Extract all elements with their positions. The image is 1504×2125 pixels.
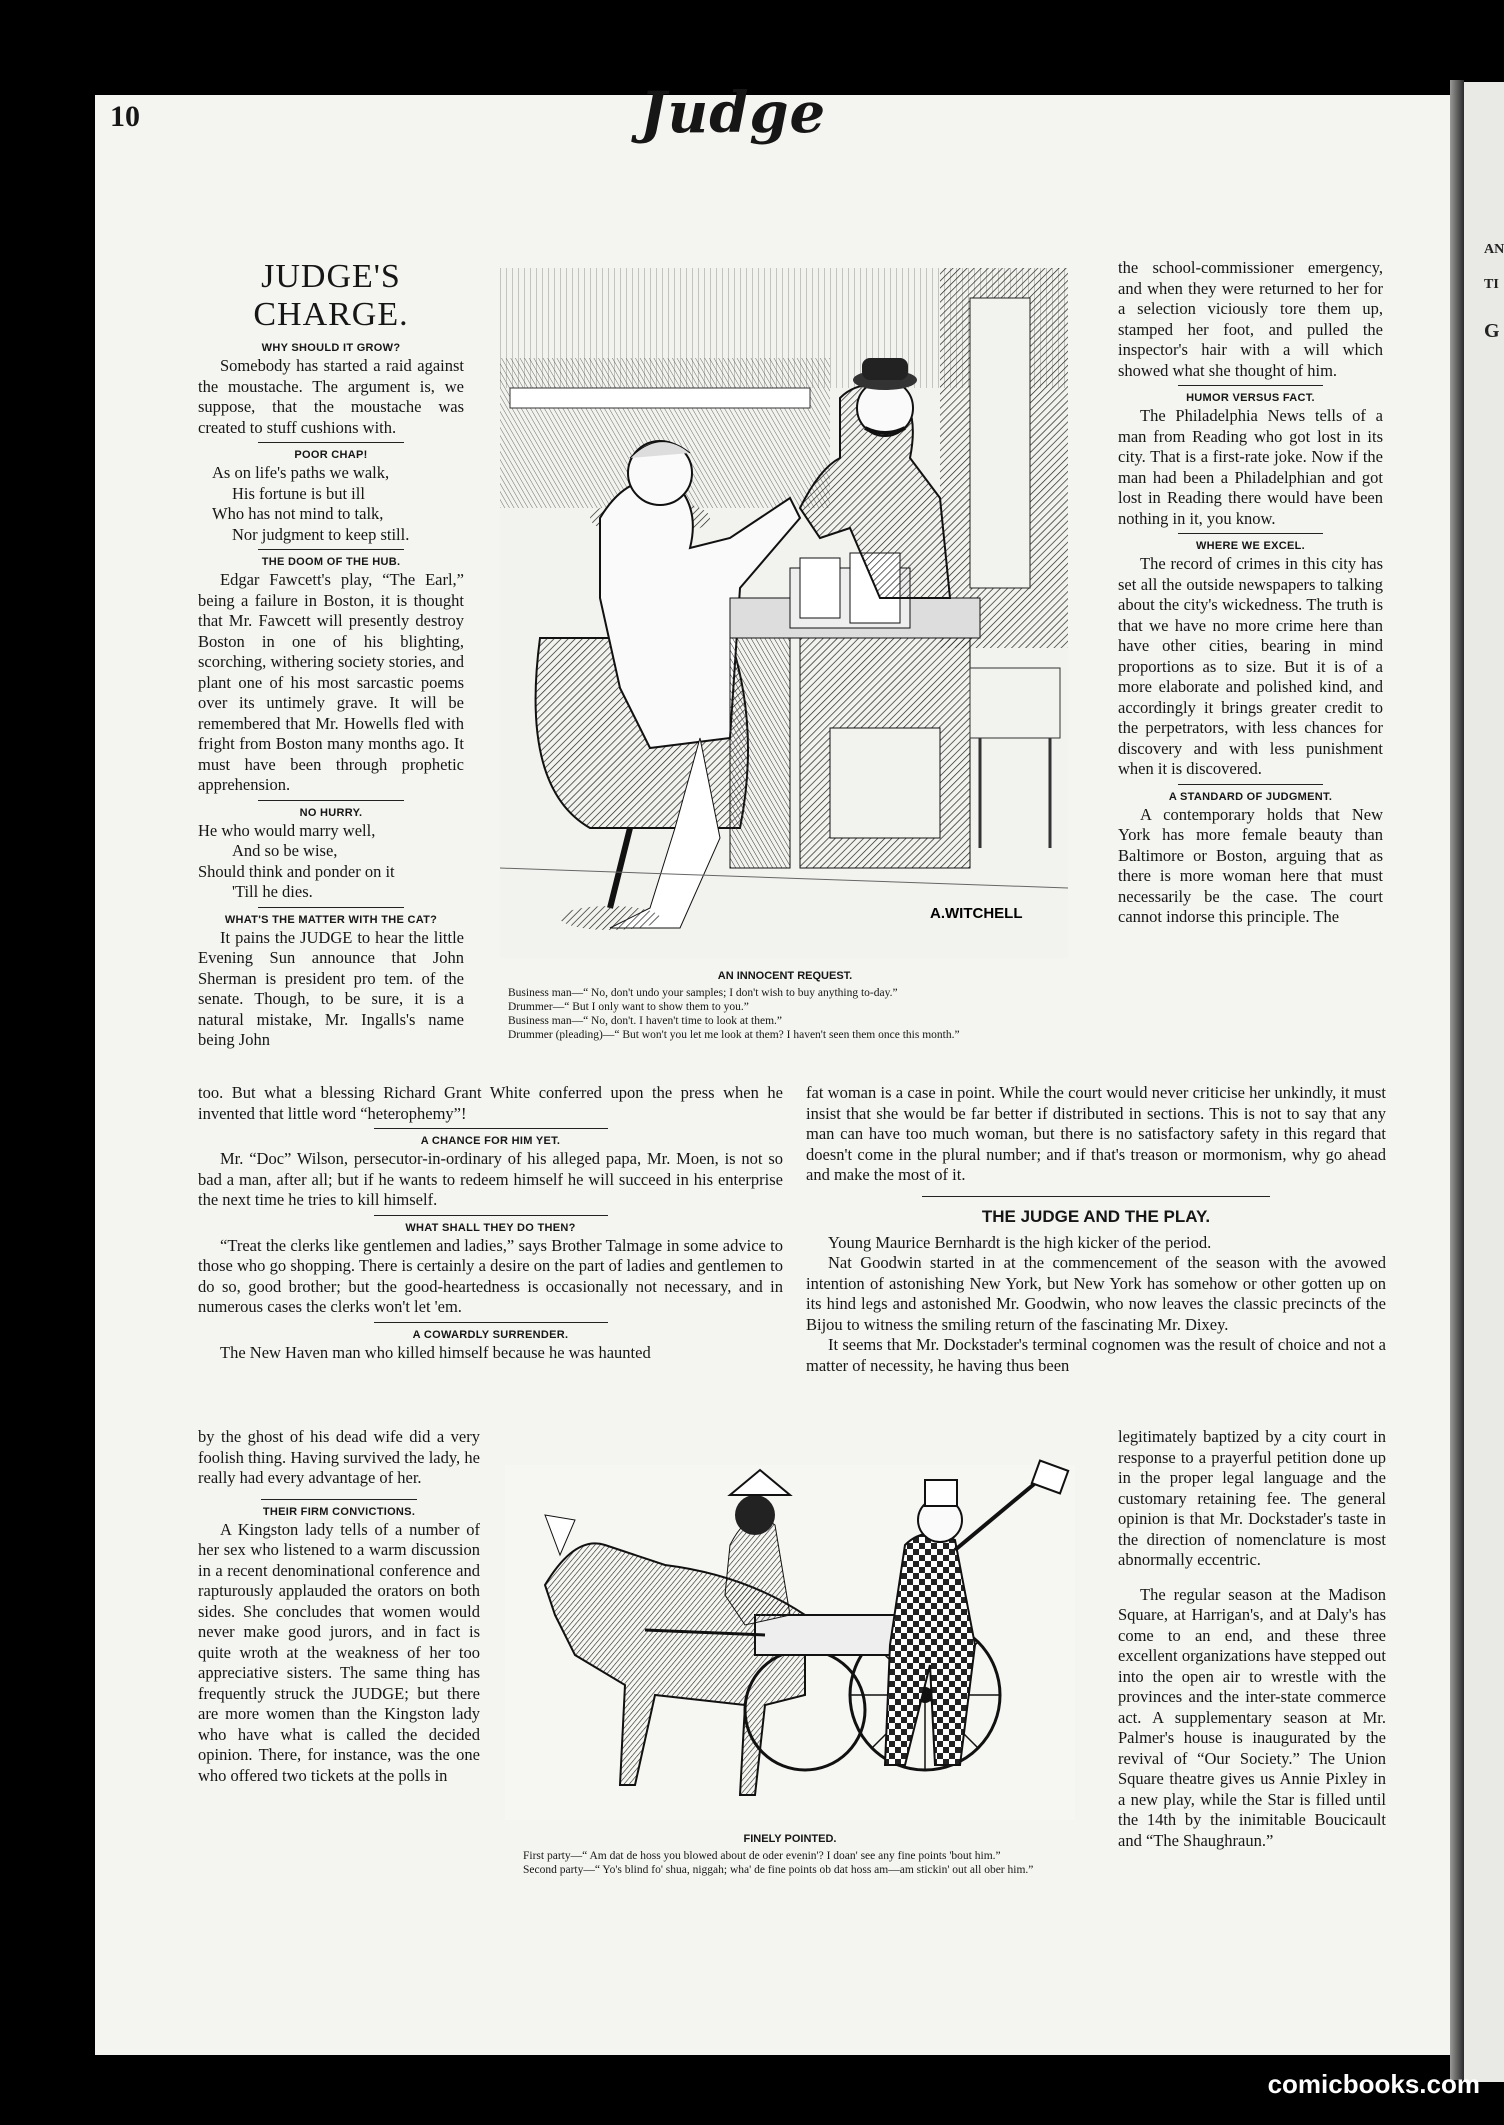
caption-line: Drummer (pleading)—“ But won't you let me look at them? I haven't seen them once this month.”: [508, 1029, 960, 1041]
article-heading: WHAT'S THE MATTER WITH THE CAT?: [224, 913, 438, 926]
poem: [198, 463, 464, 545]
article-text: by the ghost of his dead wife did a very foolish thing. Having survived the lady, he really had every advantage of her.: [198, 1427, 480, 1487]
watermark: comicbooks.com: [1267, 2069, 1480, 2099]
caption-title: AN INNOCENT REQUEST.: [717, 970, 853, 982]
article-text: A contemporary holds that New York has more female beauty than Baltimore or Boston, arguing that as there is more woman here that must necessarily be the case. The court cannot indorse this principle. The: [1118, 804, 1383, 926]
left-column: [198, 258, 464, 1051]
article-heading: THE JUDGE AND THE PLAY.: [981, 1206, 1211, 1226]
masthead-logo: Judge: [640, 80, 827, 146]
adjacent-page-edge: [1464, 82, 1504, 2082]
article-heading: THEIR FIRM CONVICTIONS.: [262, 1505, 416, 1518]
poem-line: His fortune is but ill: [232, 483, 365, 503]
article-heading: WHAT SHALL THEY DO THEN?: [405, 1221, 576, 1234]
poem-line: Who has not mind to talk,: [212, 504, 384, 523]
bottom-left-column: [198, 1427, 480, 1786]
article-heading: A COWARDLY SURRENDER.: [412, 1328, 569, 1341]
illustration-innocent-request: [500, 268, 1068, 958]
article-text: The New Haven man who killed himself because he was haunted: [220, 1342, 651, 1362]
caption-line: Business man—“ No, don't. I haven't time to look at them.”: [508, 1015, 783, 1027]
section-title: JUDGE'S CHARGE.: [253, 258, 409, 333]
article-heading: WHY SHOULD IT GROW?: [261, 342, 401, 354]
poem-line: He who would marry well,: [198, 820, 376, 840]
article-heading: HUMOR VERSUS FACT.: [1186, 392, 1315, 404]
article-heading: THE DOOM OF THE HUB.: [261, 556, 401, 568]
article-text: It pains the JUDGE to hear the little Evening Sun announce that John Sherman is president pro tem. of the senate. Though, to be sure, it is a natural mistake, Mr. Ingalls's name being John: [198, 927, 464, 1049]
article-heading: NO HURRY.: [299, 806, 363, 819]
article-heading: A CHANCE FOR HIM YET.: [420, 1135, 561, 1147]
bottom-right-column: [1118, 1427, 1386, 1851]
adjacent-page-fragment: TI: [1484, 277, 1499, 292]
article-text: too. But what a blessing Richard Grant White conferred upon the press when he invented that little word “heterophemy”!: [198, 1083, 783, 1123]
poem-line: And so be wise,: [232, 841, 338, 860]
article-text: A Kingston lady tells of a number of her sex who listened to a warm discussion in a recent denominational conference and rapturously applauded the orators on both sides. She concludes that women would never make good jurors, and in fact is quite wroth at the weakness of her too appreciative sisters. The same thing has frequently struck the JUDGE; but there are more women than the Kingston lady who have what is called the decided opinion. There, for instance, was the one who offered two tickets at the polls in: [198, 1519, 480, 1785]
poem-line: Nor judgment to keep still.: [232, 524, 410, 544]
poem-line: 'Till he dies.: [232, 882, 313, 901]
article-text: Nat Goodwin started in at the commencement of the season with the avowed intention of astonishing New York, but New York has somehow or other gotten up on its hind legs and astonished Mr. Goodwin, who now leaves the classic precincts of the Bijou to witness the smiling return of the fascinating Mr. Dixey.: [806, 1253, 1386, 1334]
horse-cart-illustration: [505, 1465, 1075, 1820]
illustration-finely-pointed: [505, 1465, 1075, 1820]
article-heading: A STANDARD OF JUDGMENT.: [1168, 790, 1333, 803]
caption-line: First party—“ Am dat de hoss you blowed about de oder evenin'? I doan' see any fine points 'bout him.”: [523, 1850, 1001, 1862]
wide-right-block: [806, 1083, 1386, 1376]
page-number: 10: [110, 100, 140, 133]
article-text: The regular season at the Madison Square, at Harrigan's, and at Daly's has come to an end, and these three excellent organizations have stepped out into the open air to wrestle with the provinces and the inter-state commerce act. A supplementary season at Mr. Palmer's house is inaugurated by the revival of “Our Society.” The Union Square theatre gives us Annie Pixley in a new play, while the Star is filled until the 14th by the inimitable Boucicault and “The Shaughraun.”: [1118, 1584, 1386, 1850]
article-text: The Philadelphia News tells of a man from Reading who got lost in its city. That is a first-rate joke. Now if the man had been a Philadelphian and got lost in Reading there would have been nothing in it, you know.: [1118, 406, 1383, 528]
article-text: It seems that Mr. Dockstader's terminal cognomen was the result of choice and not a matter of necessity, he having thus been: [806, 1335, 1386, 1375]
poem-line: Should think and ponder on it: [198, 861, 395, 881]
article-text: Edgar Fawcett's play, “The Earl,” being a failure in Boston, it is thought that Mr. Fawcett will presently destroy Boston in one of his blighting, scorching, withering society stories, and plant one of his most sarcastic poems over its untimely grave. It will be remembered that Mr. Howells fled with fright from Boston many months ago. It must have been through prophetic apprehension.: [198, 570, 464, 794]
article-text: Young Maurice Bernhardt is the high kicker of the period.: [828, 1232, 1212, 1252]
right-column: [1118, 258, 1383, 928]
article-heading: WHERE WE EXCEL.: [1195, 540, 1305, 552]
binding-gutter: [1450, 80, 1464, 2080]
article-heading: POOR CHAP!: [294, 449, 368, 461]
article-text: the school-commissioner emergency, and when they were returned to her for a selection viciously tore them up, stamped her foot, and pulled the inspector's hair with a will which showed what she thought of him.: [1118, 258, 1383, 380]
caption-line: Second party—“ Yo's blind fo' shua, niggah; wha' de fine points ob dat hoss am—am stickin' out all ober him.”: [523, 1864, 1034, 1876]
article-text: Somebody has started a raid against the moustache. The argument is, we suppose, that the moustache was created to stuff cushions with.: [198, 356, 464, 437]
caption-finely-pointed: [505, 1825, 1075, 1877]
article-text: “Treat the clerks like gentlemen and ladies,” says Brother Talmage in some advice to those who go shopping. There is certainly a desire on the part of ladies and gentlemen to do so, good brother; but the good-heartedness is occasionally not necessary, and in numerous cases the clerks won't let 'em.: [198, 1235, 783, 1316]
caption-line: Drummer—“ But I only want to show them to you.”: [508, 1001, 749, 1013]
article-text: fat woman is a case in point. While the court would never criticise her unkindly, it must insist that she would be far better if distributed in sections. This is not to say that any man can have too much woman, but there is no satisfactory safety in this regard that doesn't come in the plural number; and if that's treason or mormonism, why go ahead and make the most of it.: [806, 1083, 1386, 1184]
article-text: Mr. “Doc” Wilson, persecutor-in-ordinary of his alleged papa, Mr. Moen, is not so bad a man, after all; but if he wants to redeem himself he will succeed in his enterprise the next time he tries to kill himself.: [198, 1149, 783, 1209]
adjacent-page-fragment: G: [1484, 320, 1500, 342]
article-text: legitimately baptized by a city court in response to a prayerful petition done up in the proper legal language and the customary retaining fee. The general opinion is that Mr. Dockstader's taste in the direction of nomenclature is most abnormally eccentric.: [1118, 1427, 1386, 1569]
wide-left-block: [198, 1083, 783, 1363]
article-text: The record of crimes in this city has set all the outside newspapers to talking about the city's wickedness. The truth is that we have no more crime here than have other cities, bearing in mind proportions as to size. But it is of a more elaborate and polished kind, and accordingly it brings greater credit to the perpetrators, with less chances for discovery and with less punishment when it is discovered.: [1118, 554, 1383, 778]
artist-signature: A.WITCHELL: [930, 905, 1023, 922]
caption-line: Business man—“ No, don't undo your samples; I don't wish to buy anything to-day.”: [508, 987, 898, 999]
office-scene-illustration: [500, 268, 1068, 958]
adjacent-page-fragment: AN: [1484, 242, 1504, 257]
poem: [198, 821, 464, 903]
caption-innocent-request: [490, 962, 1080, 1042]
poem-line: As on life's paths we walk,: [212, 463, 390, 482]
caption-title: FINELY POINTED.: [743, 1833, 837, 1845]
